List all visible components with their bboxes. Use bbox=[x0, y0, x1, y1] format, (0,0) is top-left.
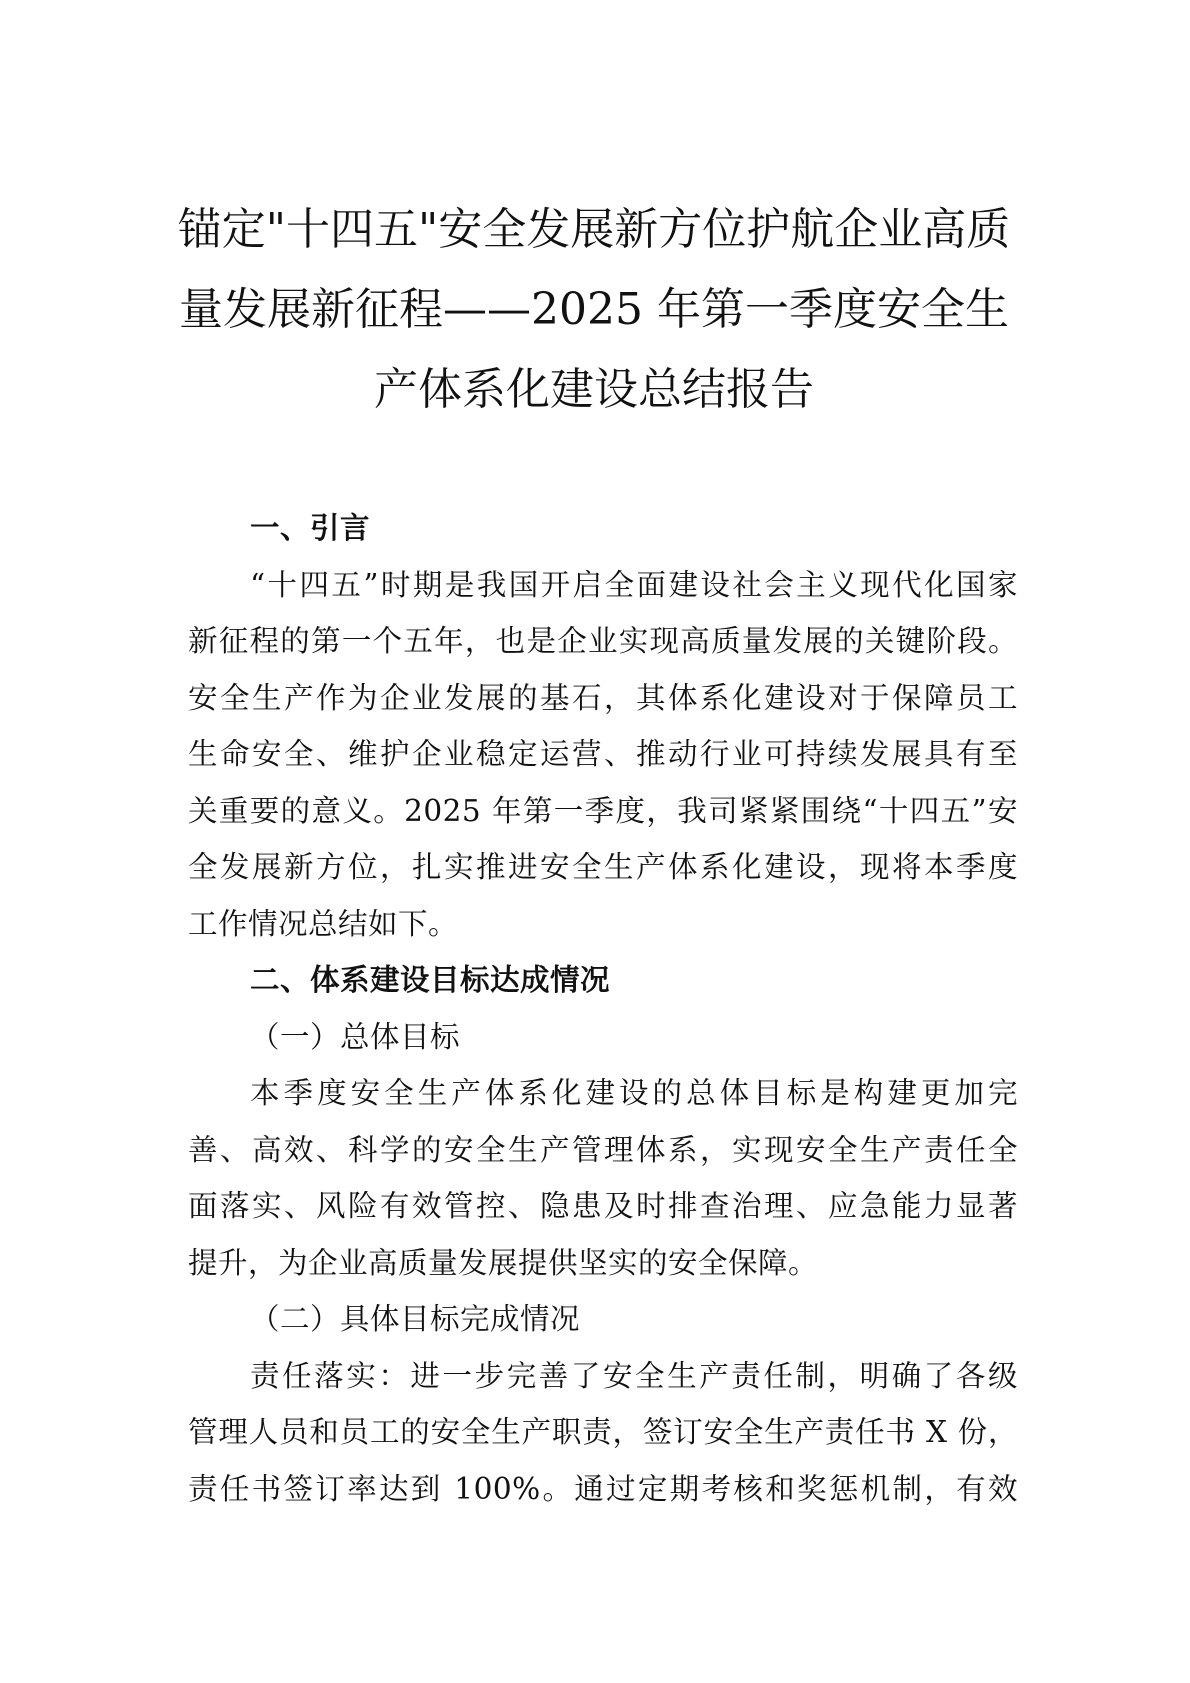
paragraph-introduction bbox=[188, 557, 1018, 953]
paragraph-line: 面落实、风险有效管控、隐患及时排查治理、应急能力显著 bbox=[188, 1189, 1018, 1223]
paragraph-line: 关重要的意义。2025 年第一季度，我司紧紧围绕“十四五”安 bbox=[188, 793, 1018, 828]
subsection-heading-specific-goals: （二）具体目标完成情况 bbox=[250, 1302, 581, 1336]
paragraph-line: 工作情况总结如下。 bbox=[188, 906, 459, 941]
paragraph-line: “十四五”时期是我国开启全面建设社会主义现代化国家 bbox=[250, 567, 1018, 602]
paragraph-line: 提升，为企业高质量发展提供坚实的安全保障。 bbox=[188, 1245, 819, 1280]
paragraph-line: 管理人员和员工的安全生产职责，签订安全生产责任书 X 份， bbox=[188, 1415, 1018, 1449]
document-body bbox=[188, 500, 1018, 1517]
paragraph-line: 生命安全、维护企业稳定运营、推动行业可持续发展具有至 bbox=[188, 737, 1018, 771]
document-title bbox=[168, 190, 1020, 430]
section-heading-introduction: 一、引言 bbox=[250, 511, 371, 545]
title-line: 产体系化建设总结报告 bbox=[374, 364, 814, 415]
section-heading-goals: 二、体系建设目标达成情况 bbox=[250, 963, 611, 997]
paragraph-specific-goals bbox=[188, 1348, 1018, 1518]
paragraph-line: 本季度安全生产体系化建设的总体目标是构建更加完 bbox=[250, 1076, 1018, 1110]
paragraph-overall-goal bbox=[188, 1065, 1018, 1291]
paragraph-line: 善、高效、科学的安全生产管理体系，实现安全生产责任全 bbox=[188, 1132, 1018, 1167]
paragraph-line: 全发展新方位，扎实推进安全生产体系化建设，现将本季度 bbox=[188, 850, 1018, 884]
paragraph-line: 责任落实：进一步完善了安全生产责任制，明确了各级 bbox=[250, 1358, 1018, 1393]
paragraph-line: 安全生产作为企业发展的基石，其体系化建设对于保障员工 bbox=[188, 680, 1018, 715]
paragraph-line: 责任书签订率达到 100%。通过定期考核和奖惩机制，有效 bbox=[188, 1471, 1018, 1506]
paragraph-line: 新征程的第一个五年，也是企业实现高质量发展的关键阶段。 bbox=[188, 624, 1018, 658]
title-line: 锚定"十四五"安全发展新方位护航企业高质 bbox=[177, 204, 1011, 255]
subsection-heading-overall-goal: （一）总体目标 bbox=[250, 1019, 461, 1054]
title-line: 量发展新征程——2025 年第一季度安全生 bbox=[179, 284, 1009, 335]
